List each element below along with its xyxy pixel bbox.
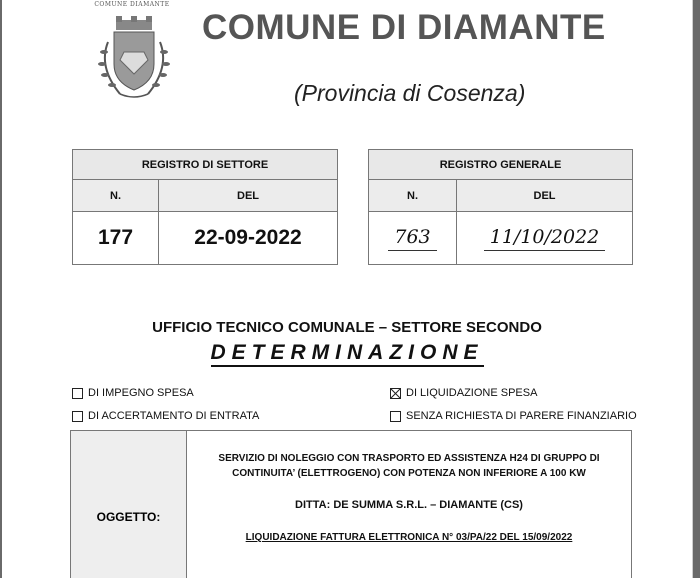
option-impegno-spesa <box>72 387 194 399</box>
oggetto-box <box>70 430 632 578</box>
registro-generale-number: 763 <box>388 226 436 251</box>
registro-generale-date: 11/10/2022 <box>484 226 606 251</box>
senza-parere-label: SENZA RICHIESTA DI PARERE FINANZIARIO <box>406 410 637 422</box>
option-liquidazione-spesa <box>390 387 537 399</box>
option-senza-parere <box>390 410 637 422</box>
accertamento-entrata-checkbox[interactable] <box>72 411 83 422</box>
registro-generale-col-del: DEL <box>457 180 633 212</box>
registro-settore-col-del: DEL <box>159 180 338 212</box>
impegno-spesa-label: DI IMPEGNO SPESA <box>88 387 194 399</box>
page-title: COMUNE DI DIAMANTE <box>202 8 606 47</box>
document-page <box>2 0 693 578</box>
office-heading: UFFICIO TECNICO COMUNALE – SETTORE SECONDO <box>152 319 542 336</box>
registro-settore-date: 22-09-2022 <box>159 212 338 265</box>
registro-generale-heading: REGISTRO GENERALE <box>369 150 633 180</box>
municipal-crest-logo <box>90 12 178 104</box>
senza-parere-checkbox[interactable] <box>390 411 401 422</box>
registro-settore-number: 177 <box>73 212 159 265</box>
province-subtitle: (Provincia di Cosenza) <box>294 80 526 106</box>
registro-generale-table <box>368 149 633 265</box>
impegno-spesa-checkbox[interactable] <box>72 388 83 399</box>
accertamento-entrata-label: DI ACCERTAMENTO DI ENTRATA <box>88 410 260 422</box>
liquidazione-spesa-checkbox[interactable] <box>390 388 401 399</box>
option-accertamento-entrata <box>72 410 259 422</box>
registro-settore-table <box>72 149 338 265</box>
liquidazione-spesa-label: DI LIQUIDAZIONE SPESA <box>406 387 538 399</box>
oggetto-invoice: LIQUIDAZIONE FATTURA ELETTRONICA N° 03/PA/22 DEL 15/09/2022 <box>245 532 573 543</box>
oggetto-label: OGGETTO: <box>96 510 161 524</box>
registro-generale-col-n: N. <box>369 180 457 212</box>
oggetto-description: SERVIZIO DI NOLEGGIO CON TRASPORTO ED ASSISTENZA H24 DI GRUPPO DI CONTINUITA’ (ELETTROGENO) CON POTENZA NON INFERIORE A 100 KW <box>218 453 600 479</box>
crest-caption: COMUNE DIAMANTE <box>94 1 170 8</box>
oggetto-company: DITTA: DE SUMMA S.R.L. – DIAMANTE (CS) <box>295 499 523 511</box>
document-type-heading: DETERMINAZIONE <box>211 341 484 367</box>
registro-settore-col-n: N. <box>73 180 159 212</box>
registro-settore-heading: REGISTRO DI SETTORE <box>73 150 338 180</box>
